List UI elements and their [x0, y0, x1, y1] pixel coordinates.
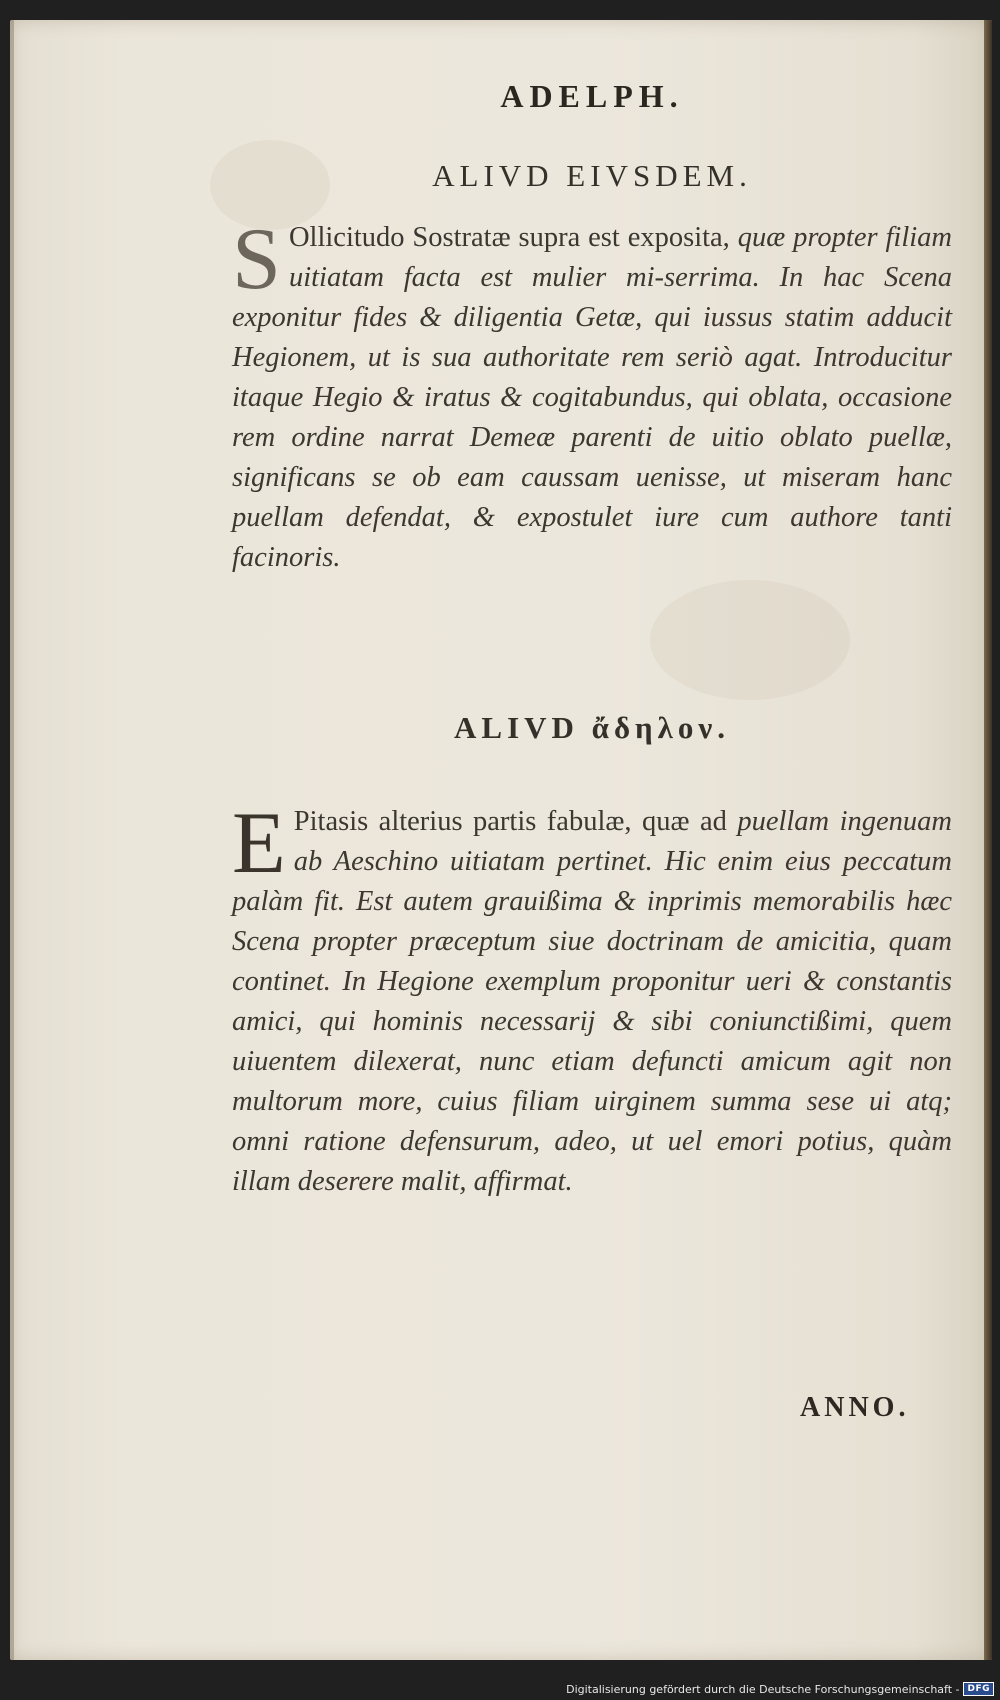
- paragraph-body: quæ propter filiam uitiatam facta est mulier mi-serrima. In hac Scena exponitur fides & diligentia Getæ, qui iussus statim adducit Hegionem, ut is sua authoritate rem seriò agat. Introducitur itaque Hegio & iratus & cogitabundus, qui oblata, occasione rem ordine narrat Demeæ parenti de uitio oblato puellæ, significans se ob eam caussam uenisse, ut miseram hanc puellam defendat, & expostulet iure cum authore tanti facinoris.: [232, 222, 952, 573]
- page-fore-edge: [984, 20, 992, 1660]
- running-head: ADELPH.: [500, 78, 684, 114]
- paragraph-opening: Pitasis alterius partis fabulæ, quæ ad: [293, 806, 727, 837]
- section-paragraph: [232, 795, 952, 1202]
- paragraph-opening: Ollicitudo Sostratæ supra est exposita,: [288, 222, 730, 253]
- dfg-logo-icon: DFG: [963, 1682, 994, 1696]
- digitization-credit: [566, 1682, 994, 1696]
- book-page: [10, 20, 992, 1660]
- catchword: ANNO.: [800, 1392, 910, 1423]
- section-heading: ALIVD ἄδηλον.: [454, 710, 730, 745]
- paragraph-body: puellam ingenuam ab Aeschino uitiatam pertinet. Hic enim eius peccatum palàm fit. Est autem grauißima & inprimis memorabilis hæc Scena propter præceptum siue doctrinam de amicitia, quam continet. In Hegione exemplum proponitur ueri & constantis amici, qui hominis necessarij & sibi coniunctißimi, quem uiuentem dilexerat, nunc etiam defuncti amicum agit non multorum more, cuius filiam uirginem summa sese ui atq; omni ratione defensurum, adeo, ut uel emori potius, quàm illam deserere malit, affirmat.: [232, 806, 952, 1197]
- credit-text: Digitalisierung gefördert durch die Deutsche Forschungsgemeinschaft -: [566, 1682, 960, 1696]
- page-gutter-edge: [10, 20, 14, 1660]
- paper-stain: [650, 580, 850, 700]
- drop-cap-initial: E: [232, 795, 286, 892]
- section-paragraph: [232, 211, 952, 578]
- drop-cap-initial: S: [232, 211, 281, 308]
- section-heading: ALIVD EIVSDEM.: [432, 158, 752, 193]
